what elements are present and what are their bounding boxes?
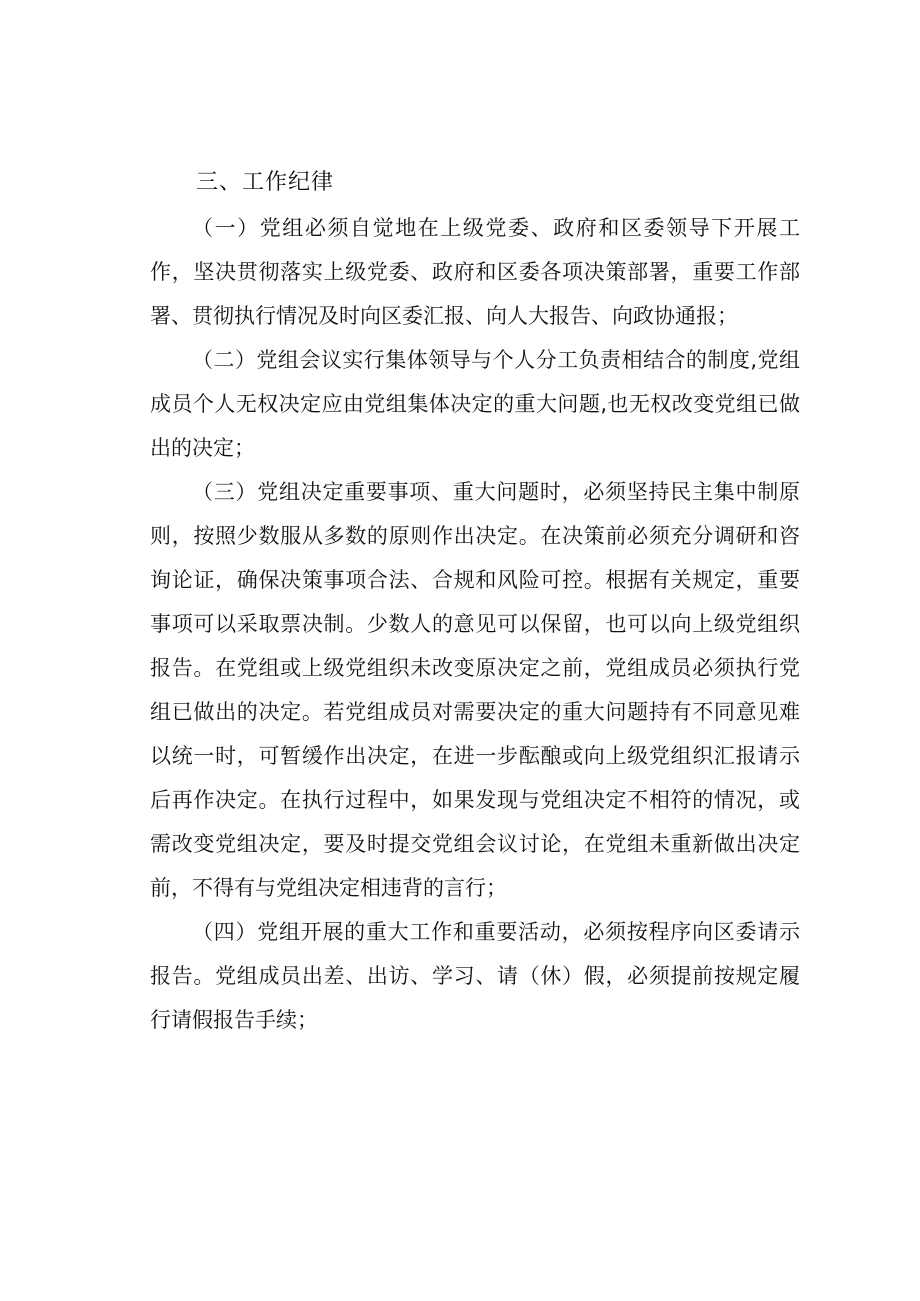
paragraph-3: （三）党组决定重要事项、重大问题时，必须坚持民主集中制原则，按照少数服从多数的原则作出决定。在决策前必须充分调研和咨询论证，确保决策事项合法、合规和风险可控。根据有关规定，重要事项可以采取票决制。少数人的意见可以保留，也可以向上级党组织报告。在党组或上级党组织未改变原决定之前，党组成员必须执行党组已做出的决定。若党组成员对需要决定的重大问题持有不同意见难以统一时，可暂缓作出决定，在进一步酝酿或向上级党组织汇报请示后再作决定。在执行过程中，如果发现与党组决定不相符的情况，或需改变党组决定，要及时提交党组会议讨论，在党组未重新做出决定前，不得有与党组决定相违背的言行； bbox=[150, 480, 800, 900]
paragraph-2: （二）党组会议实行集体领导与个人分工负责相结合的制度,党组成员个人无权决定应由党组集体决定的重大问题,也无权改变党组已做出的决定； bbox=[150, 348, 800, 460]
paragraph-1: （一）党组必须自觉地在上级党委、政府和区委领导下开展工作，坚决贯彻落实上级党委、政府和区委各项决策部署，重要工作部署、贯彻执行情况及时向区委汇报、向人大报告、向政协通报； bbox=[150, 216, 800, 328]
section-heading: 三、工作纪律 bbox=[196, 170, 335, 195]
paragraph-4: （四）党组开展的重大工作和重要活动，必须按程序向区委请示报告。党组成员出差、出访、学习、请（休）假，必须提前按规定履行请假报告手续； bbox=[150, 920, 800, 1032]
document-body bbox=[150, 160, 800, 1042]
